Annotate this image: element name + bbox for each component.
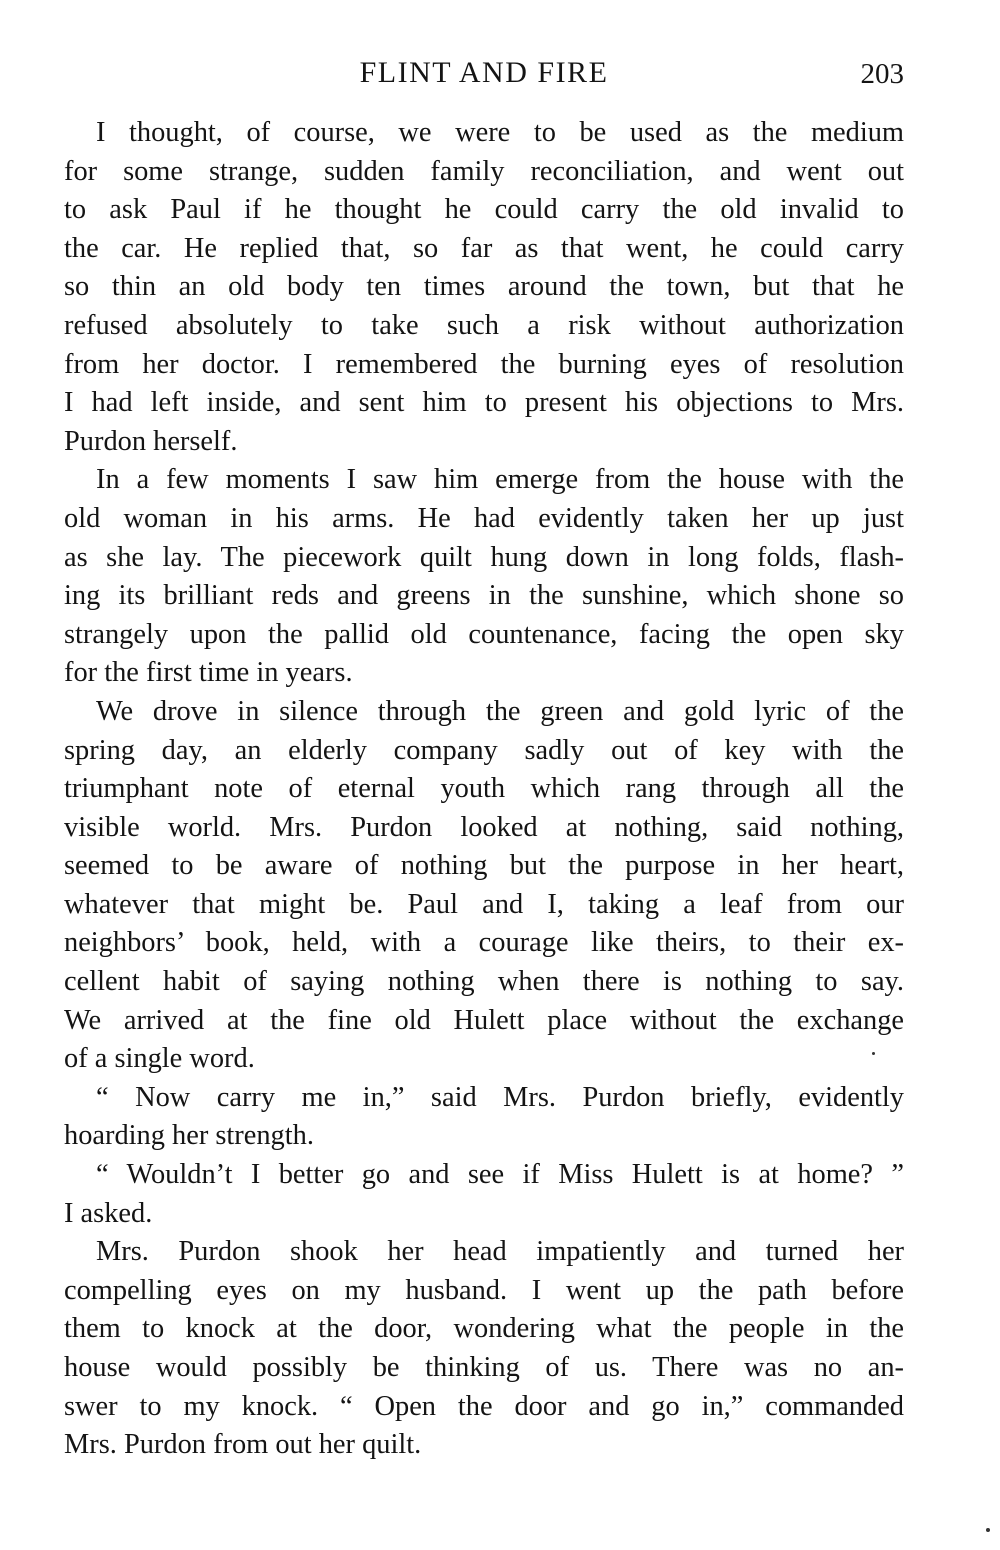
page-number: 203 [860,58,904,90]
text-line: neighbors’ book, held, with a courage like theirs, to their ex- [64,927,904,959]
text-line: I thought, of course, we were to be used as the medium [96,117,904,148]
text-line: swer to my knock. “ Open the door and go in,” commanded [64,1390,904,1422]
body-text [64,114,904,1465]
text-line: hoarding her strength. [64,1120,314,1152]
text-line: triumphant note of eternal youth which rang through all the [64,773,904,805]
text-line: compelling eyes on my husband. I went up the path before [64,1274,904,1306]
paragraph [64,1233,904,1465]
text-line: strangely upon the pallid old countenance, facing the open sky [64,618,904,650]
text-line: old woman in his arms. He had evidently taken her up just [64,502,904,534]
text-line: of a single word. [64,1043,255,1075]
paragraph [64,461,904,693]
text-line: to ask Paul if he thought he could carry the old invalid to [64,194,904,226]
text-line: from her doctor. I remembered the burning eyes of resolution [64,348,904,380]
text-line: visible world. Mrs. Purdon looked at nothing, said nothing, [64,811,904,843]
running-title: FLINT AND FIRE [359,56,609,89]
text-line: Mrs. Purdon from out her quilt. [64,1429,422,1461]
text-line: house would possibly be thinking of us. There was no an- [64,1352,904,1383]
text-line: for some strange, sudden family reconciliation, and went out [64,155,904,187]
text-line: “ Now carry me in,” said Mrs. Purdon briefly, evidently [96,1081,904,1113]
text-line: as she lay. The piecework quilt hung down in long folds, flash- [64,541,904,573]
text-line: for the first time in years. [64,657,353,689]
text-line: I had left inside, and sent him to present his objections to Mrs. [64,387,904,419]
text-line: spring day, an elderly company sadly out of key with the [64,734,904,766]
text-line: cellent habit of saying nothing when there is nothing to say. [64,966,904,998]
text-line: We arrived at the fine old Hulett place without the exchange [64,1004,904,1036]
text-line: ing its brilliant reds and greens in the sunshine, which shone so [64,580,904,612]
text-line: In a few moments I saw him emerge from the house with the [96,464,904,496]
text-line: the car. He replied that, so far as that went, he could carry [64,232,904,264]
text-line: seemed to be aware of nothing but the purpose in her heart, [64,850,904,882]
paragraph [64,114,904,461]
text-line: Purdon herself. [64,425,238,457]
paragraph [64,1156,904,1233]
paragraph [64,693,904,1079]
text-line: I asked. [64,1197,153,1229]
page-header [64,56,904,96]
text-line: them to knock at the door, wondering what the people in the [64,1313,904,1345]
text-line: so thin an old body ten times around the town, but that he [64,271,904,303]
text-line: We drove in silence through the green and gold lyric of the [96,695,904,727]
text-line: refused absolutely to take such a risk without authorization [64,309,904,341]
print-speck [872,1052,875,1055]
text-line: “ Wouldn’t I better go and see if Miss Hulett is at home? ” [96,1159,904,1191]
text-line: whatever that might be. Paul and I, taking a leaf from our [64,888,904,920]
paragraph [64,1079,904,1156]
text-line: Mrs. Purdon shook her head impatiently and turned her [96,1236,904,1268]
print-speck [986,1528,990,1532]
